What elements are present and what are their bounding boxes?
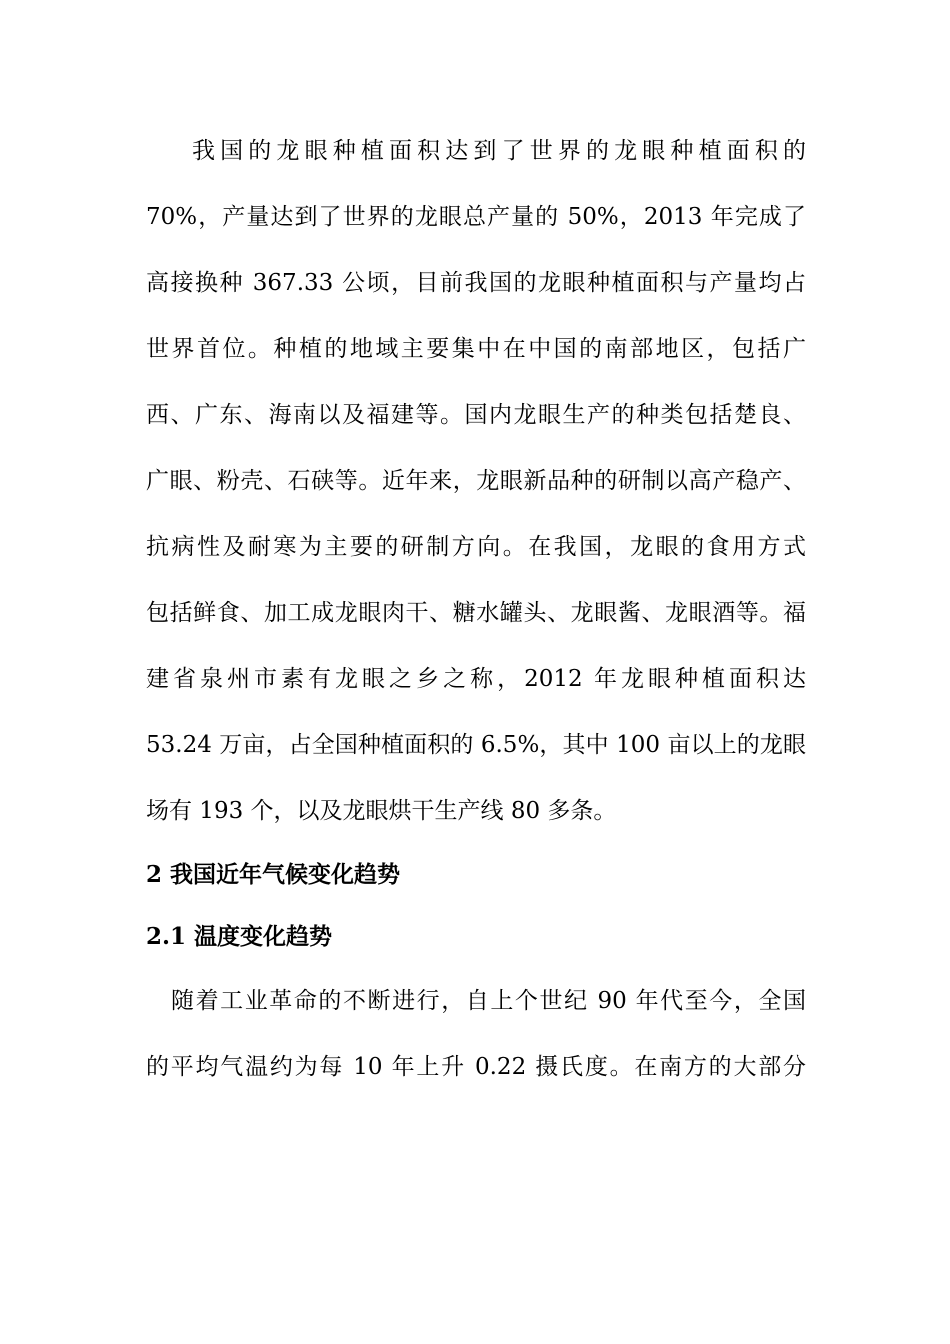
paragraph-line: 高接换种 367.33 公顷，目前我国的龙眼种植面积与产量均占 bbox=[146, 270, 806, 296]
document-page bbox=[146, 118, 806, 1100]
paragraph-line: 随着工业革命的不断进行，自上个世纪 90 年代至今，全国 bbox=[171, 988, 806, 1014]
paragraph-line: 53.24 万亩，占全国种植面积的 6.5%，其中 100 亩以上的龙眼 bbox=[146, 732, 806, 758]
paragraph-line: 建省泉州市素有龙眼之乡之称，2012 年龙眼种植面积达 bbox=[146, 666, 806, 692]
paragraph-line: 西、广东、海南以及福建等。国内龙眼生产的种类包括楚良、 bbox=[146, 402, 806, 428]
paragraph-line: 场有 193 个，以及龙眼烘干生产线 80 多条。 bbox=[146, 798, 617, 824]
paragraph-line: 抗病性及耐寒为主要的研制方向。在我国，龙眼的食用方式 bbox=[146, 534, 806, 560]
paragraph-line: 的平均气温约为每 10 年上升 0.22 摄氏度。在南方的大部分 bbox=[146, 1054, 806, 1080]
section-heading-2: 2 我国近年气候变化趋势 bbox=[146, 861, 401, 888]
paragraph-line: 包括鲜食、加工成龙眼肉干、糖水罐头、龙眼酱、龙眼酒等。福 bbox=[146, 600, 806, 626]
paragraph-line: 世界首位。种植的地域主要集中在中国的南部地区，包括广 bbox=[146, 336, 806, 362]
paragraph-line: 我国的龙眼种植面积达到了世界的龙眼种植面积的 bbox=[192, 138, 806, 164]
section-heading-2-1: 2.1 温度变化趋势 bbox=[146, 923, 333, 950]
paragraph-line: 70%，产量达到了世界的龙眼总产量的 50%，2013 年完成了 bbox=[146, 204, 806, 230]
paragraph-temperature-trend bbox=[146, 968, 806, 1100]
paragraph-longan-overview bbox=[146, 118, 806, 844]
paragraph-line: 广眼、粉壳、石硖等。近年来，龙眼新品种的研制以高产稳产、 bbox=[146, 468, 806, 494]
